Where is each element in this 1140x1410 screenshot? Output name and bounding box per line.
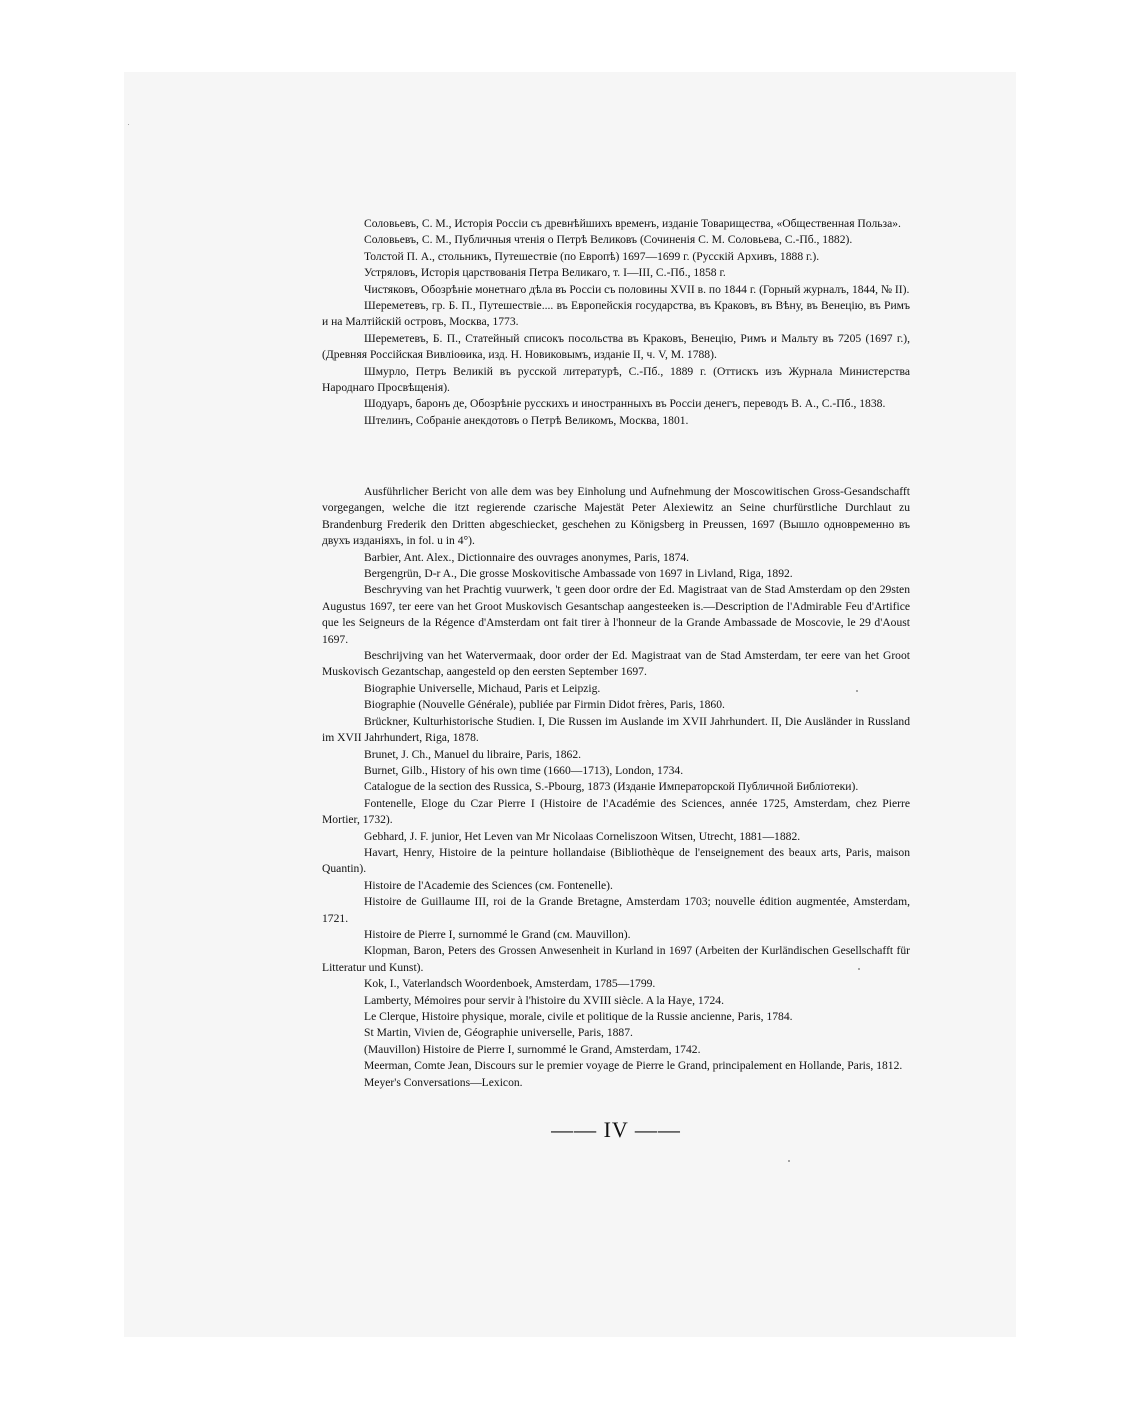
bibliography-entry: Histoire de Pierre I, surnommé le Grand (см. Mauvillon). (364, 927, 631, 941)
bibliography-entry: Catalogue de la section des Russica, S.-Pbourg, 1873 (Изданіе Императорской Публичной Библіотеки). (364, 780, 859, 794)
scan-speck (858, 968, 860, 970)
bibliography-entry: Kok, I., Vaterlandsch Woordenboek, Amsterdam, 1785—1799. (364, 977, 656, 991)
russian-bibliography (322, 216, 910, 429)
bibliography-entry: Gebhard, J. F. junior, Het Leven van Mr Nicolaas Corneliszoon Witsen, Utrecht, 1881—1882. (364, 829, 801, 843)
bibliography-entry: Klopman, Baron, Peters des Grossen Anwesenheit in Kurland in 1697 (Arbeiten der Kurländischen Gesellschafft für Litteratur und Kunst). (322, 944, 910, 974)
bibliography-entry: Brückner, Kulturhistorische Studien. I, Die Russen im Auslande im XVII Jahrhundert. II, Die Ausländer in Russland im XVII Jahrhundert, Riga, 1878. (322, 714, 910, 745)
bibliography-entry: Соловьевъ, С. М., Публичныя чтенія о Петрѣ Великовъ (Сочиненія С. М. Соловьева, С.-Пб., 1882). (364, 233, 853, 247)
bibliography-entry: Beschrijving van het Watervermaak, door order der Ed. Magistraat van de Stad Amsterdam, ter eere van het Groot Muskovisch Gezantschap, aangesteld op den eersten September 1697. (322, 649, 910, 679)
bibliography-entry: Biographie Universelle, Michaud, Paris et Leipzig. (364, 681, 601, 695)
bibliography-entry: Штелинъ, Собраніе анекдотовъ о Петрѣ Великомъ, Москва, 1801. (364, 413, 689, 427)
bibliography-entry: Шмурло, Петръ Великій въ русской литературѣ, С.-Пб., 1889 г. (Оттискъ изъ Журнала Министерства Народнаго Просвѣщенія). (322, 364, 910, 395)
bibliography-entry: Histoire de l'Academie des Sciences (см. Fontenelle). (364, 878, 613, 892)
bibliography-entry: Havart, Henry, Histoire de la peinture hollandaise (Bibliothèque de l'enseignement des beaux arts, Paris, maison Quantin). (322, 845, 910, 876)
foreign-bibliography (322, 484, 910, 1091)
bibliography-entry: Lamberty, Mémoires pour servir à l'histoire du XVIII siècle. A la Haye, 1724. (364, 993, 724, 1007)
bibliography-entry: Соловьевъ, С. М., Исторія Россіи съ древнѣйшихъ временъ, изданіе Товарищества, «Общественная Польза». (364, 217, 901, 230)
bibliography-entry: Beschryving van het Prachtig vuurwerk, 't geen door ordre der Ed. Magistraat van de Stad Amsterdam op den 29sten Augustus 1697, ter eere van het Groot Muskovisch Gesantschap aangesteeken is.—Description de l'Admirable Feu d'Artifice que les Seigneurs de la Régence d'Amsterdam ont fait tirer à l'honneur de la Grande Ambassade de Moscovie, le 29 d'Aoust 1697. (322, 583, 910, 646)
bibliography-entry: Barbier, Ant. Alex., Dictionnaire des ouvrages anonymes, Paris, 1874. (364, 550, 690, 564)
scan-speck (128, 124, 129, 125)
bibliography-entry: St Martin, Vivien de, Géographie universelle, Paris, 1887. (364, 1026, 633, 1040)
bibliography-entry: Шереметевъ, гр. Б. П., Путешествіе.... въ Европейскія государства, въ Краковъ, въ Вѣну, въ Венецію, въ Римъ и на Малтійскій островъ, Москва, 1773. (322, 299, 910, 329)
bibliography-entry: Шодуаръ, баронъ де, Обозрѣніе русскихъ и иностранныхъ въ Россіи денегъ, переводъ В. А., С.-Пб., 1838. (364, 397, 886, 411)
page-number: —— IV —— (551, 1117, 681, 1142)
scan-speck (856, 690, 858, 692)
bibliography-entry: Meyer's Conversations—Lexicon. (364, 1075, 523, 1089)
bibliography-entry: Устряловъ, Исторія царствованія Петра Великаго, т. I—III, С.-Пб., 1858 г. (364, 266, 726, 280)
bibliography-entry: (Mauvillon) Histoire de Pierre I, surnommé le Grand, Amsterdam, 1742. (364, 1042, 701, 1056)
bibliography-entry: Толстой П. А., стольникъ, Путешествіе (по Европѣ) 1697—1699 г. (Русскій Архивъ, 1888 г.). (364, 249, 820, 263)
bibliography-entry: Histoire de Guillaume III, roi de la Grande Bretagne, Amsterdam 1703; nouvelle édition augmentée, Amsterdam, 1721. (322, 895, 910, 925)
bibliography-entry: Meerman, Comte Jean, Discours sur le premier voyage de Pierre le Grand, principalement en Hollande, Paris, 1812. (364, 1059, 903, 1073)
scan-speck (788, 1160, 790, 1162)
bibliography-entry: Шереметевъ, Б. П., Статейный списокъ посольства въ Краковъ, Венецію, Римъ и Мальту въ 7205 (1697 г.), (Древняя Россійская Вивліоѳика, изд. Н. Новиковымъ, изданіе II, ч. V, М. 1788). (322, 331, 910, 362)
bibliography-entry: Bergengrün, D-r A., Die grosse Moskovitische Ambassade von 1697 in Livland, Riga, 1892. (364, 567, 793, 581)
bibliography-entry: Brunet, J. Ch., Manuel du libraire, Paris, 1862. (364, 747, 582, 761)
bibliography-entry: Fontenelle, Eloge du Czar Pierre I (Histoire de l'Académie des Sciences, année 1725, Amsterdam, chez Pierre Mortier, 1732). (322, 796, 910, 827)
bibliography-entry: Burnet, Gilb., History of his own time (1660—1713), London, 1734. (364, 763, 684, 777)
bibliography-entry: Le Clerque, Histoire physique, morale, civile et politique de la Russie ancienne, Paris, 1784. (364, 1010, 793, 1023)
bibliography-entry: Чистяковъ, Обозрѣніе монетнаго дѣла въ Россіи съ половины XVII в. по 1844 г. (Горный журналъ, 1844, № II). (364, 282, 910, 296)
bibliography-entry: Ausführlicher Bericht von alle dem was bey Einholung und Aufnehmung der Moscowitischen Gross-Gesandschafft vorgegangen, welche die itzt regierende czarische Majestät Peter Alexiewitz an Seine churfürstliche Durchlaut zu Brandenburg Frederik den Dritten abgeschiecket, geschehen zu Königsberg in Preussen, 1697 (Вышло одновременно въ двухъ изданіяхъ, in fol. u in 4°). (322, 485, 910, 548)
bibliography-entry: Biographie (Nouvelle Générale), publiée par Firmin Didot frères, Paris, 1860. (364, 698, 725, 712)
